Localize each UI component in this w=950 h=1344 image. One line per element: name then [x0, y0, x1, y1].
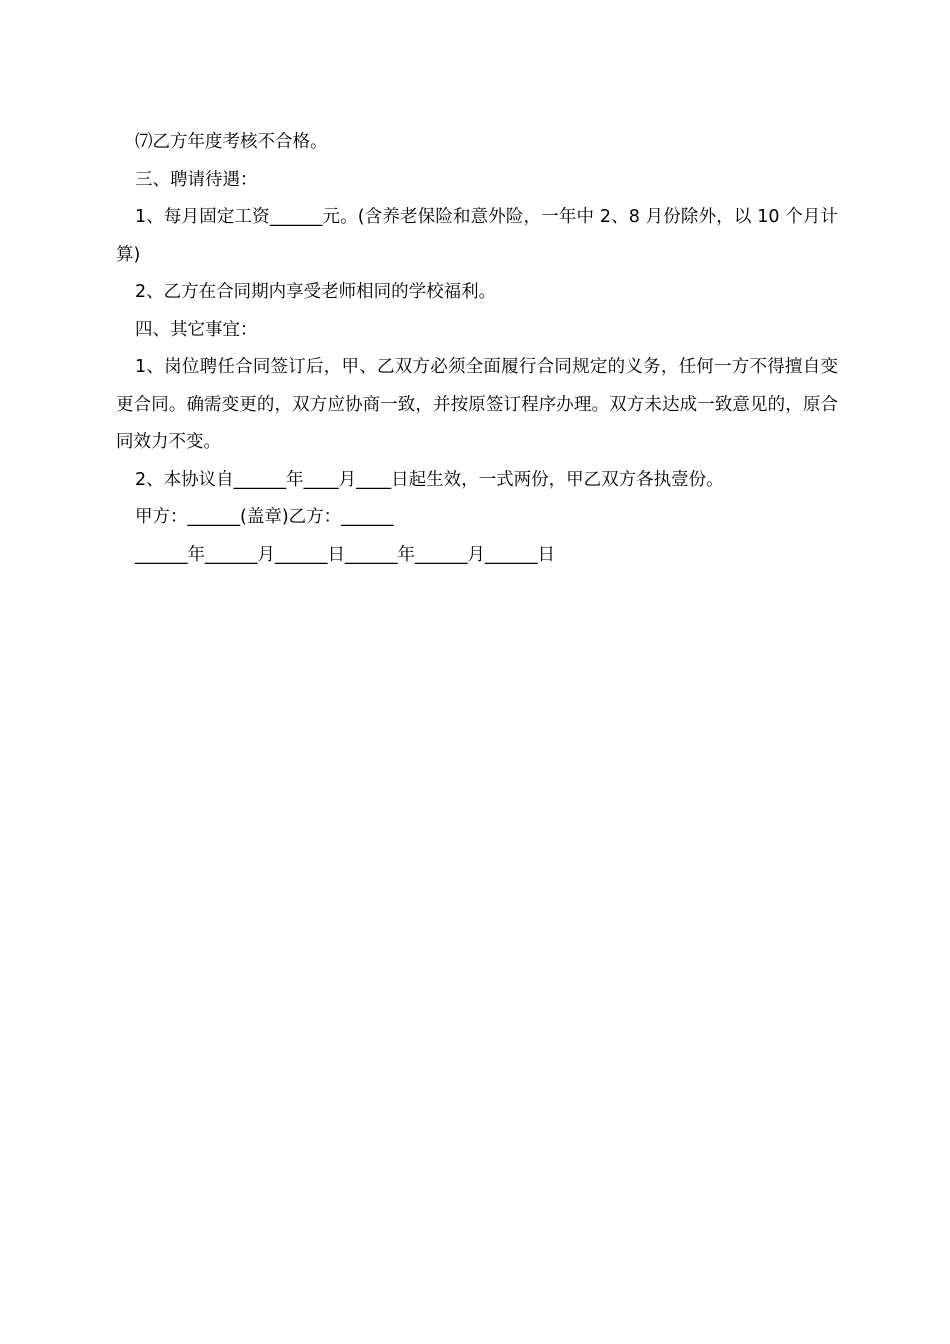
salary-clause: 1、每月固定工资______元。(含养老保险和意外险，一年中 2、8 月份除外，以 10 个月计算): [116, 207, 838, 265]
clause-7-annual-review: ⑺乙方年度考核不合格。: [135, 132, 328, 152]
effective-date-clause: 2、本协议自______年____月____日起生效，一式两份，甲乙双方各执壹份。: [135, 469, 724, 490]
section-3-heading: 三、聘请待遇：: [135, 169, 258, 190]
document-body: [116, 124, 838, 574]
section-4-heading: 四、其它事宜：: [135, 319, 258, 340]
signature-date-line: ______年______月______日______年______月______日: [135, 544, 555, 565]
contract-obligation-clause: 1、岗位聘任合同签订后，甲、乙双方必须全面履行合同规定的义务，任何一方不得擅自变更合同。确需变更的，双方应协商一致，并按原签订程序办理。双方未达成一致意见的，原合同效力不变。: [116, 357, 838, 452]
welfare-clause: 2、乙方在合同期内享受老师相同的学校福利。: [135, 282, 497, 302]
signature-line: 甲方：______(盖章)乙方：______: [135, 507, 394, 527]
